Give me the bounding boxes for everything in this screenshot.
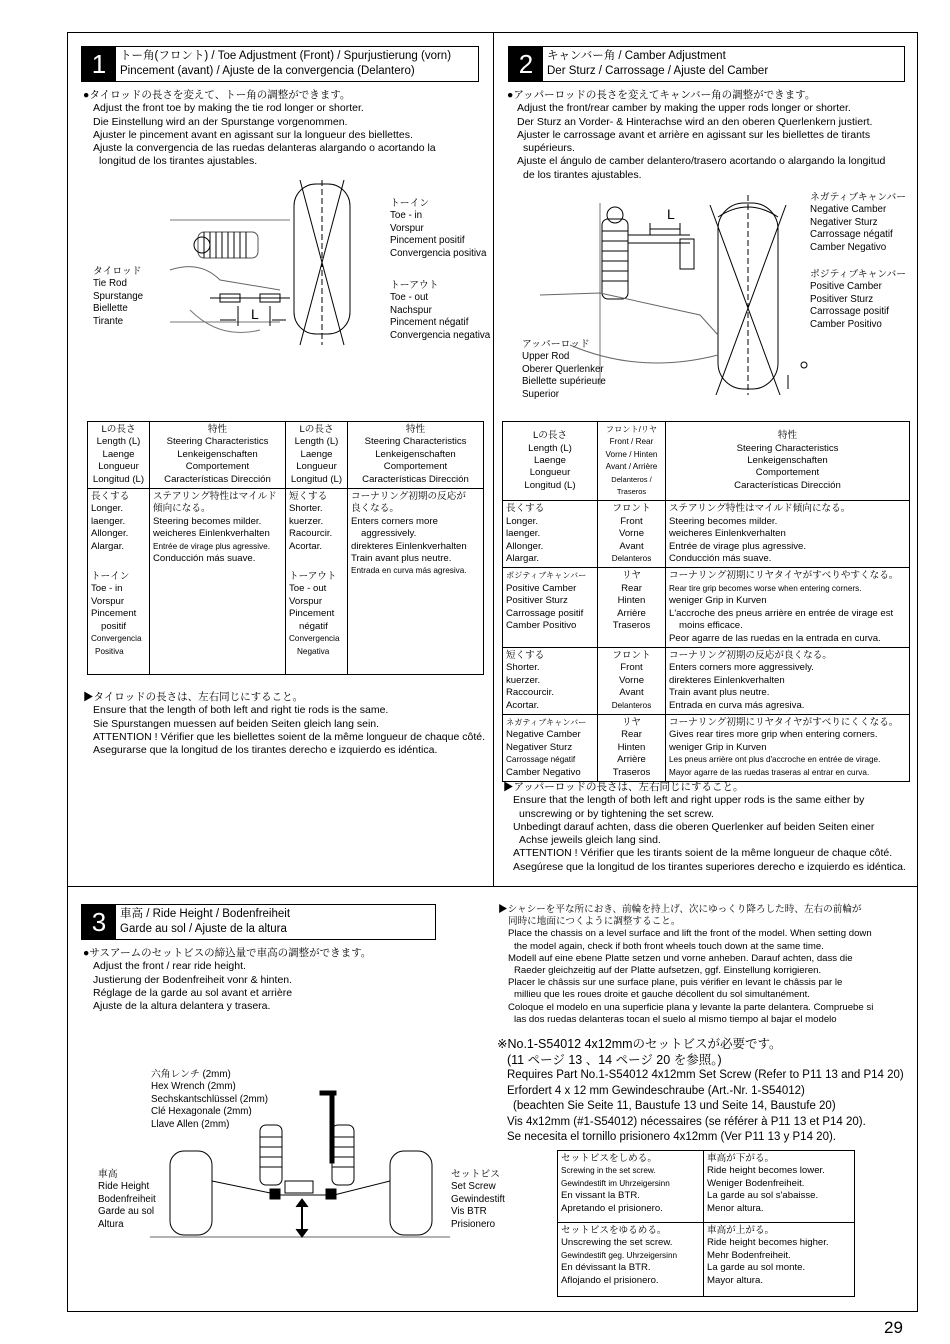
negative-camber-label: ネガティブキャンバー Negative Camber Negativer Sturz Carrossage négatif Camber Negativo [810,192,907,253]
step1-cell-shorter-char: コーナリング初期の反応が 良くなる。 Enters corners more aggressively. direkteres Einlenkverhalten Train avant plus neutre. Entrada en curva más agresiva. [348,489,484,675]
step2-r3-char: コーナリング初期の反応が良くなる。 Enters corners more aggressively. direkteres Einlenkverhalten Train avant plus neutre. Entrada en curva más agresiva. [666,647,910,714]
step2-r2-len: ポジティブキャンバー Positive Camber Positiver Sturz Carrossage positif Camber Positivo [503,568,598,647]
step1-note: ▶タイロッドの長さは、左右同じにすること。 Ensure that the length of both left and right tie rods is the same. Sie Spurstangen muessen auf beiden Seiten gleich lang sein. ATTENTION ! Vérifier que les biellettes soient de la même longueur de chaque côté. Asegurarse que la longitud de los tirantes derecho e izquierdo es idéntica. [83,691,486,757]
req-en: Requires Part No.1-S54012 4x12mm Set Screw (Refer to P11 13 and P14 20) [507,1069,904,1081]
req-fr: Vis 4x12mm (#1-S54012) nécessaires (se référer à P11 13 et P14 20). [507,1115,866,1128]
step2-r4-len: ネガティブキャンバー Negative Camber Negativer Sturz Carrossage négatif Camber Negativo [503,714,598,781]
step2-title-line2: Der Sturz / Carrossage / Ajuste del Camber [547,65,769,77]
vertical-divider [493,32,494,886]
step3-loosen: セットビスをゆるめる。 Unscrewing the set screw. Gewindestift geg. Uhrzeigersinn En dévissant la BTR. Aflojando el prisionero. [558,1223,704,1297]
step2-table [502,421,910,782]
tie-rod-label: タイロッド Tie Rod Spurstange Biellette Tirante [93,266,144,327]
step3-intro: ●サスアームのセットビスの締込量で車高の調整ができます。 Adjust the front / rear ride height. Justierung der Bodenfreiheit vonr & hinten. Réglage de la garde au sol avant et arrière Ajuste de la altura delantera y trasera. [83,947,372,1013]
step1-intro-line: ●タイロッドの長さを変えて、トー角の調整ができます。 [83,89,351,101]
step3-header [81,904,436,940]
toe-out-label: トーアウト Toe - out Nachspur Pincement négatif Convergencia negativa [390,280,491,341]
step1-intro-line: Ajuster le pincement avant en agissant sur la longueur des biellettes. [93,128,413,141]
step2-r2-fr: リヤ Rear Hinten Arrière Traseros [598,568,666,647]
step1-number: 1 [82,47,116,81]
step1-cell-shorter: 短くする Shorter. kuerzer. Racourcir. Acortar. トーアウト Toe - out Vorspur Pincement négatif Convergencia Negativa [286,489,348,675]
step2-th-char: 特性 Steering Characteristics Lenkeigenschaften Comportement Características Dirección [666,422,910,501]
step1-intro [83,89,436,169]
step1-th-char-2: 特性 Steering Characteristics Lenkeigenschaften Comportement Características Dirección [348,422,484,489]
step1-cell-longer: 長くする Longer. laenger. Allonger. Alargar. トーイン Toe - in Vorspur Pincement positif Convergencia Positiva [88,489,150,675]
step1-th-char: 特性 Steering Characteristics Lenkeigenschaften Comportement Características Dirección [150,422,286,489]
step1-title-line2: Pincement (avant) / Ajuste de la convergencia (Delantero) [120,65,415,77]
toe-in-label: トーイン Toe - in Vorspur Pincement positif Convergencia positiva [390,198,487,259]
step1-header [81,46,479,82]
step3-note: ▶シャシーを平な所におき、前輪を持上げ、次にゆっくり降ろした時、左右の前輪が 同時に地面につくように調整すること。 Place the chassis on a level surface and lift the front of the model. When setting down the model again, check if both front wheels touch down at the same time. Modell auf eine ebene Platte setzen und vorne anheben. Darauf achten, dass die Raeder gleichzeitig auf der Platte aufsetzen, ggf. Einstellung korrigieren. Placer le châssis sur une surface plane, puis vérifier en levant le châssis par le millieu que les roues droite et gauche décollent du sol simultanément. Coloque el modelo en una superficie plana y levante la parte delantera. Compruebe si las dos ruedas delanteras tocan el suelo al mismo tiempo al bajar el modelo [498,904,874,1025]
step1-intro-line: longitud de los tirantes ajustables. [99,155,258,168]
step2-th-length: Lの長さ Length (L) Laenge Longueur Longitud (L) [503,422,598,501]
step1-title-line1: トー角(フロント) / Toe Adjustment (Front) / Spurjustierung (vorn) [120,50,452,62]
step2-r1-fr: フロント Front Vorne Avant Delanteros [598,501,666,568]
step1-L-mark: L [251,306,259,322]
step3-table [557,1150,855,1297]
step2-r4-char: コーナリング初期にリヤタイヤがすべりにくくなる。 Gives rear tires more grip when entering corners. weniger Grip in Kurven Les pneus arrière ont plus d'accroche en entrée de virage. Mayor agarre de las ruedas traseras al entrar en curva. [666,714,910,781]
step2-note: ▶アッパーロッドの長さは、左右同じにすること。 Ensure that the length of both left and right upper rods is the same either by unscrewing or by tightening the set screw. Unbedingt darauf achten, dass die oberen Querlenker auf beiden Seiten einer Achse jeweils gleich lang sind. ATTENTION ! Vérifier que les tirants soient de la même longueur de chaque côté. Asegúrese que la longitud de los tirantes superiores derecho e izquierdo es idéntica. [503,781,906,873]
step2-title-line1: キャンバー角 / Camber Adjustment [547,50,726,62]
step1-th-length: Lの長さ Length (L) Laenge Longueur Longitud (L) [88,422,150,489]
step1-cell-longer-char: ステアリング特性はマイルド 傾向になる。 Steering becomes milder. weicheres Einlenkverhalten Entrée de virage plus agressive. Conducción más suave. [150,489,286,675]
req-de1: Erfordert 4 x 12 mm Gewindeschraube (Art.-Nr. 1-S54012) [507,1084,805,1097]
step3-title-line1: 車高 / Ride Height / Bodenfreiheit [120,908,291,920]
step3-requirement [497,1037,904,1146]
upper-rod-label: アッパーロッド Upper Rod Oberer Querlenker Biellette supérieure Superior [522,339,606,400]
page-number: 29 [884,1318,903,1337]
step2-r4-fr: リヤ Rear Hinten Arrière Traseros [598,714,666,781]
step2-r3-fr: フロント Front Vorne Avant Delanteros [598,647,666,714]
step1-intro-line: Ajuste la convergencia de las ruedas delanteras alargando o acortando la [93,142,436,155]
step2-r1-char: ステアリング特性はマイルド傾向になる。 Steering becomes milder. weicheres Einlenkverhalten Entrée de virage plus agressive. Conducción más suave. [666,501,910,568]
step3-tighten: セットビスをしめる。 Screwing in the set screw. Gewindestift im Uhrzeigersinn En vissant la BTR. Apretando el prisionero. [558,1151,704,1223]
hex-wrench-label: 六角レンチ (2mm) Hex Wrench (2mm) Sechskantschlüssel (2mm) Clé Hexagonale (2mm) Llave Allen (2mm) [151,1069,269,1130]
step2-intro: ●アッパーロッドの長さを変えてキャンバー角の調整ができます。 Adjust the front/rear camber by making the upper rods longer or shorter. Der Sturz an Vorder- & Hinterachse wird an den oberen Querlenkern justiert. Ajuster le carrossage avant et arrière en agissant sur les biellettes de tirants supérieurs. Ajuste el ángulo de camber delantero/trasero acortando o alargando la longitud de los tirantes ajustables. [507,89,886,181]
req-de2: (beachten Sie Seite 11, Baustufe 13 und Seite 14, Baustufe 20) [513,1100,836,1112]
step3-lower: 車高が下がる。 Ride height becomes lower. Weniger Bodenfreiheit. La garde au sol s'abaisse. Menor altura. [704,1151,855,1223]
horizontal-divider [67,886,918,887]
step1-th-length-2: Lの長さ Length (L) Laenge Longueur Longitud (L) [286,422,348,489]
step1-table [87,421,484,675]
req-jp1: ※No.1-S54012 4x12mmのセットビスが必要です。 [497,1037,782,1051]
step3-title-line2: Garde au sol / Ajuste de la altura [120,923,287,935]
step2-r2-char: コーナリング初期にリヤタイヤがすべりやすくなる。 Rear tire grip becomes worse when entering corners. weniger Grip in Kurven L'accroche des pneus arrière en entrée de virage est moins efficace. Peor agarre de las ruedas en la entrada en curva. [666,568,910,647]
step2-r3-len: 短くする Shorter. kuerzer. Raccourcir. Acortar. [503,647,598,714]
step2-r1-len: 長くする Longer. laenger. Allonger. Alargar. [503,501,598,568]
ride-height-diagram [150,1085,450,1245]
step2-number: 2 [509,47,543,81]
step2-L-mark: L [667,206,675,222]
positive-camber-label: ポジティブキャンバー Positive Camber Positiver Sturz Carrossage positif Camber Positivo [810,269,907,330]
req-es: Se necesita el tornillo prisionero 4x12mm (Ver P11 13 y P14 20). [507,1131,836,1143]
step1-intro-line: Die Einstellung wird an der Spurstange vorgenommen. [93,115,348,128]
step2-header [508,46,905,82]
toe-diagram [160,180,390,350]
set-screw-label: セットビス Set Screw Gewindestift Vis BTR Prisionero [451,1169,505,1230]
step1-intro-line: Adjust the front toe by making the tie rod longer or shorter. [93,102,364,115]
step3-number: 3 [82,905,116,939]
step2-th-fr: フロント/リヤ Front / Rear Vorne / Hinten Avant / Arrière Delanteros / Traseros [598,422,666,501]
req-jp2: (11 ページ 13 、14 ページ 20 を参照。) [507,1052,722,1067]
step3-higher: 車高が上がる。 Ride height becomes higher. Mehr Bodenfreiheit. La garde au sol monte. Mayor altura. [704,1223,855,1297]
ride-height-label: 車高 Ride Height Bodenfreiheit Garde au sol Altura [98,1169,156,1230]
